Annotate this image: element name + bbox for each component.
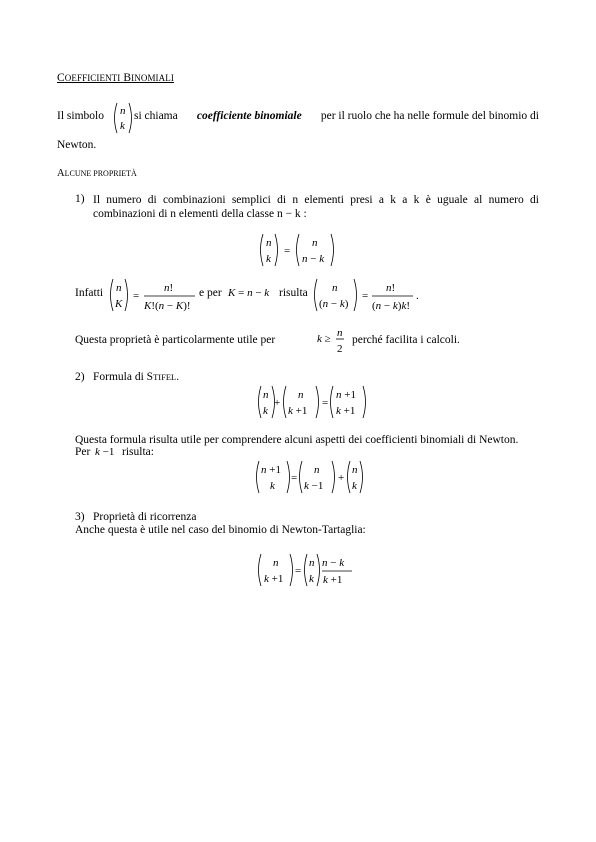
intro-bold: coefficiente binomiale	[196, 110, 302, 122]
page-title: COEFFICIENTI BINOMIALI	[57, 72, 174, 84]
svg-text:n!: n!	[164, 282, 174, 294]
item-1-number: 1)	[75, 193, 85, 205]
item-2-text-2-prefix: Per	[75, 446, 91, 458]
formula-infatti	[108, 276, 198, 316]
formula-risulta	[310, 276, 425, 316]
intro-line-2: Newton.	[57, 139, 97, 151]
formula-k-condition	[317, 325, 349, 359]
svg-text:=: =	[322, 397, 329, 409]
svg-text:=: =	[295, 565, 302, 577]
item-1-note-after: perché facilita i calcoli.	[352, 334, 460, 346]
svg-text:k: k	[266, 253, 271, 265]
svg-text:n!: n!	[386, 282, 396, 294]
formula-symmetry	[258, 231, 338, 271]
formula-recurrence	[256, 551, 356, 591]
svg-text:n: n	[266, 237, 272, 249]
item-1-text: Il numero di combinazioni semplici di n elementi presi a k a k è uguale al numero di combinazioni di n elementi della classe n − k :	[93, 194, 539, 220]
svg-text:k +1: k +1	[264, 573, 284, 585]
svg-text:k: k	[120, 120, 125, 132]
svg-text:=: =	[284, 245, 291, 257]
svg-text:=: =	[362, 290, 369, 302]
intro-middle: si chiama	[133, 110, 178, 122]
formula-stifel	[256, 383, 366, 423]
svg-text:n: n	[116, 282, 122, 294]
svg-text:(n − k)k!: (n − k)k!	[372, 300, 411, 312]
svg-text:K: K	[115, 298, 123, 310]
svg-text:n: n	[273, 557, 279, 569]
svg-text:n: n	[312, 237, 318, 249]
svg-text:.: .	[416, 290, 419, 302]
item-2-text-1: Questa formula risulta utile per comprendere alcuni aspetti dei coefficienti binomiali di Newton.	[75, 434, 519, 446]
intro-before: Il simbolo	[57, 110, 104, 122]
formula-k-minus-1	[95, 441, 125, 459]
risulta-label: risulta	[279, 287, 308, 299]
formula-k-substitution	[228, 281, 284, 301]
infatti-label: Infatti	[75, 287, 104, 299]
svg-text:k: k	[270, 480, 275, 492]
item-3-label: Proprietà di ricorrenza	[93, 511, 197, 523]
svg-text:n: n	[120, 105, 126, 117]
item-1-note: Questa proprietà è particolarmente utile per	[75, 334, 276, 346]
section-heading: ALCUNE PROPRIETÀ	[57, 168, 137, 179]
svg-text:n: n	[352, 464, 358, 476]
svg-text:n: n	[332, 282, 338, 294]
svg-text:=: =	[133, 290, 140, 302]
intro-after: per il ruolo che ha nelle formule del binomio di	[320, 110, 539, 122]
item-3-number: 3)	[75, 511, 85, 523]
svg-text:k ≥: k ≥	[317, 333, 331, 345]
svg-text:2: 2	[337, 343, 343, 355]
eper-label: e per	[199, 287, 222, 299]
svg-text:k: k	[263, 405, 268, 417]
svg-text:n: n	[263, 389, 269, 401]
svg-text:n +1: n +1	[261, 464, 281, 476]
svg-text:n: n	[314, 464, 320, 476]
svg-text:n − k: n − k	[302, 253, 325, 265]
item-2-label: Formula di STIFEL.	[93, 371, 180, 383]
svg-text:+: +	[338, 472, 345, 484]
formula-stifel-alt	[254, 458, 366, 498]
svg-text:K!(n − K)!: K!(n − K)!	[144, 300, 191, 312]
svg-text:k −1: k −1	[95, 446, 115, 458]
svg-text:n: n	[298, 389, 304, 401]
svg-text:n − k: n − k	[322, 557, 345, 569]
svg-text:k: k	[352, 480, 357, 492]
svg-text:+: +	[274, 397, 281, 409]
item-2-number: 2)	[75, 371, 85, 383]
svg-text:k +1: k +1	[336, 405, 356, 417]
svg-text:(n − k): (n − k)	[319, 298, 349, 310]
binomial-symbol-intro	[112, 101, 134, 135]
svg-text:n: n	[309, 557, 315, 569]
svg-text:n +1: n +1	[336, 389, 356, 401]
svg-text:k +1: k +1	[323, 574, 343, 586]
svg-text:K = n − k: K = n − k	[228, 287, 270, 299]
svg-text:k +1: k +1	[288, 405, 308, 417]
item-2-text-2-suffix: risulta:	[122, 446, 154, 458]
svg-text:k −1: k −1	[304, 480, 324, 492]
svg-text:=: =	[291, 472, 298, 484]
svg-text:n: n	[337, 327, 343, 339]
svg-text:k: k	[309, 573, 314, 585]
item-3-text: Anche questa è utile nel caso del binomio di Newton-Tartaglia:	[75, 524, 366, 536]
